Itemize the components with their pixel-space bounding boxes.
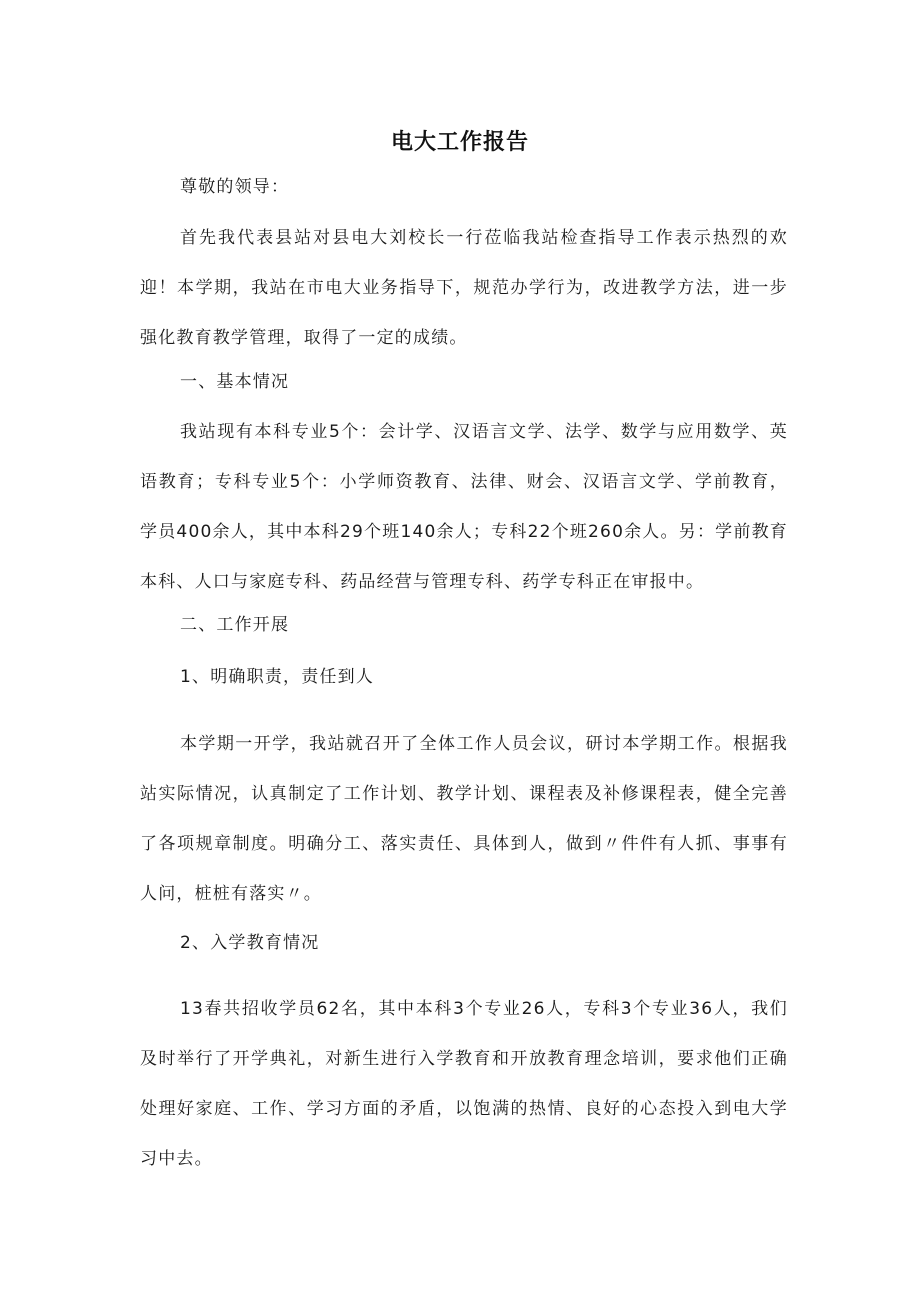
responsibility-paragraph: 本学期一开学，我站就召开了全体工作人员会议，研讨本学期工作。根据我站实际情况，认真制定了工作计划、教学计划、课程表及补修课程表，健全完善了各项规章制度。明确分工、落实责任、具体到人，做到〃件件有人抓、事事有人问，桩桩有落实〃。	[140, 734, 788, 904]
item-heading-responsibility: 1、明确职责，责任到人	[180, 667, 375, 687]
basic-situation-paragraph: 我站现有本科专业5个：会计学、汉语言文学、法学、数学与应用数学、英语教育；专科专业5个：小学师资教育、法律、财会、汉语言文学、学前教育，学员400余人，其中本科29个班140余人；专科22个班260余人。另：学前教育本科、人口与家庭专科、药品经营与管理专科、药学专科正在审报中。	[140, 422, 788, 592]
section-heading-work: 二、工作开展	[180, 615, 290, 635]
item-heading-enrollment: 2、入学教育情况	[180, 933, 320, 953]
enrollment-paragraph: 13春共招收学员62名，其中本科3个专业26人，专科3个专业36人，我们及时举行了开学典礼，对新生进行入学教育和开放教育理念培训，要求他们正确处理好家庭、工作、学习方面的矛盾，以饱满的热情、良好的心态投入到电大学习中去。	[140, 999, 788, 1169]
salutation: 尊敬的领导：	[180, 177, 290, 197]
document-title: 电大工作报告	[390, 130, 529, 155]
intro-paragraph: 首先我代表县站对县电大刘校长一行莅临我站检查指导工作表示热烈的欢迎！本学期，我站在市电大业务指导下，规范办学行为，改进教学方法，进一步强化教育教学管理，取得了一定的成绩。	[140, 228, 788, 348]
section-heading-basic: 一、基本情况	[180, 372, 290, 392]
